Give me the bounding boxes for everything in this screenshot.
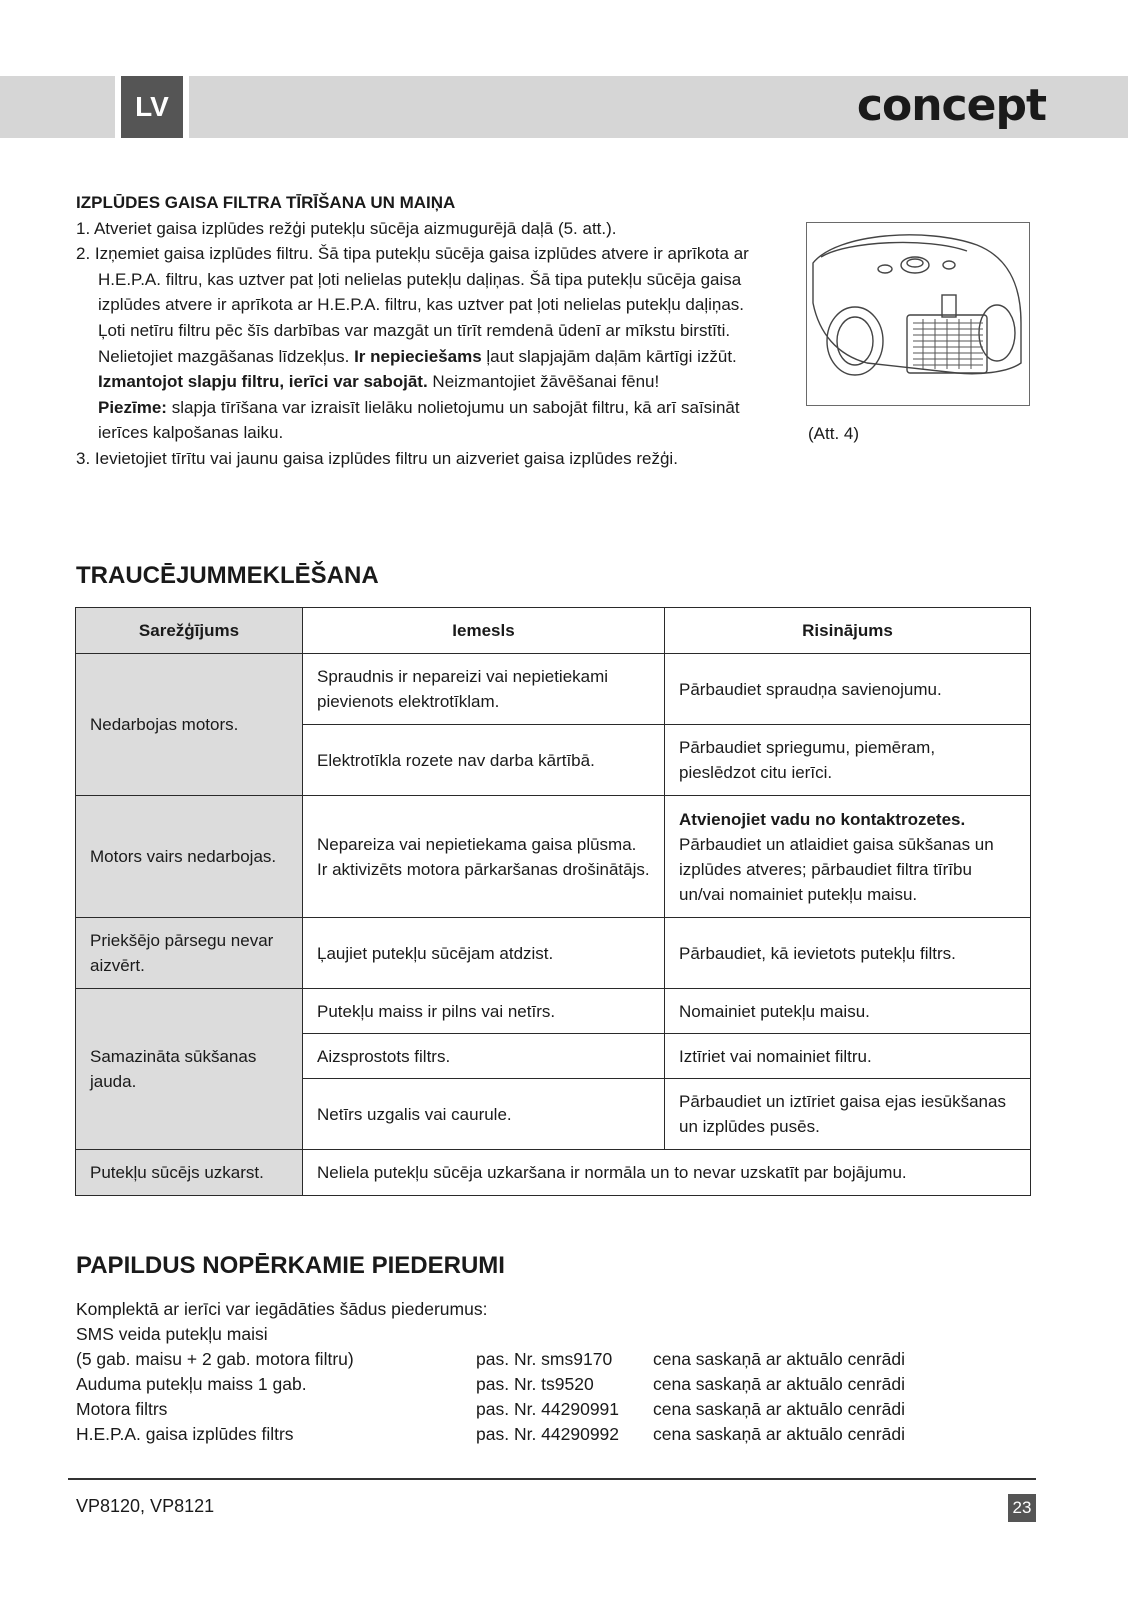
- solution-cell: Pārbaudiet, kā ievietots putekļu filtrs.: [665, 918, 1031, 989]
- header-divider: [183, 76, 189, 138]
- cause-cell: Putekļu maiss ir pilns vai netīrs.: [303, 989, 665, 1034]
- solution-cell: Pārbaudiet spraudņa savienojumu.: [665, 654, 1031, 725]
- warning-text: Izmantojot slapju filtru, ierīci var sabojāt.: [98, 372, 428, 392]
- note-text: slapja tīrīšana var izraisīt lielāku nolietojumu un sabojāt filtru, kā arī saīsināt: [166, 397, 740, 417]
- step-2-text: ļaut slapjajām daļām kārtīgi izžūt.: [481, 346, 737, 366]
- accessory-name: Auduma putekļu maiss 1 gab.: [76, 1374, 307, 1394]
- price-note: cena saskaņā ar aktuālo cenrādi: [653, 1349, 905, 1369]
- price-note: cena saskaņā ar aktuālo cenrādi: [653, 1374, 905, 1394]
- note-line-2: ierīces kalpošanas laiku.: [98, 423, 284, 443]
- accessories-title: PAPILDUS NOPĒRKAMIE PIEDERUMI: [76, 1252, 505, 1279]
- accessory-name: Motora filtrs: [76, 1399, 168, 1419]
- column-header: Risinājums: [665, 608, 1031, 654]
- solution-cell: Pārbaudiet spriegumu, piemēram, pieslēdzot citu ierīci.: [665, 725, 1031, 796]
- brand-logo: concept: [856, 80, 1046, 131]
- problem-cell: Motors vairs nedarbojas.: [76, 796, 303, 918]
- vacuum-cleaner-illustration: [807, 223, 1029, 405]
- note: [76, 395, 796, 421]
- footer-divider: [68, 1478, 1036, 1480]
- price-note: cena saskaņā ar aktuālo cenrādi: [653, 1399, 905, 1419]
- step-3: 3. Ievietojiet tīrītu vai jaunu gaisa izplūdes filtru un aizveriet gaisa izplūdes režģi.: [76, 448, 678, 468]
- table-row: [76, 989, 1031, 1034]
- problem-cell: Samazināta sūkšanas jauda.: [76, 989, 303, 1150]
- cause-cell: Spraudnis ir nepareizi vai nepietiekami pievienots elektrotīklam.: [303, 654, 665, 725]
- table-row: [76, 1150, 1031, 1196]
- cause-cell: Netīrs uzgalis vai caurule.: [303, 1079, 665, 1150]
- step-2-text: Neizmantojiet žāvēšanai fēnu!: [427, 372, 660, 392]
- problem-cell: Putekļu sūcējs uzkarst.: [76, 1150, 303, 1196]
- step-2-line-2: H.E.P.A. filtru, kas uztver pat ļoti nelielas putekļu daļiņas. Šā tipa putekļu sūcēja gaisa: [98, 269, 742, 289]
- troubleshooting-title: TRAUCĒJUMMEKLĒŠANA: [76, 562, 379, 589]
- part-number: pas. Nr. 44290991: [476, 1399, 620, 1419]
- accessories-intro: Komplektā ar ierīci var iegādāties šādus piederumus:: [76, 1299, 488, 1319]
- cause-cell: Nepareiza vai nepietiekama gaisa plūsma. Ir aktivizēts motora pārkaršanas drošinātājs.: [303, 796, 665, 918]
- table-row: [76, 918, 1031, 989]
- price-note: cena saskaņā ar aktuālo cenrādi: [653, 1424, 905, 1444]
- figure-caption: (Att. 4): [808, 424, 860, 443]
- table-row: [76, 796, 1031, 918]
- column-header: Iemesls: [303, 608, 665, 654]
- accessories-intro-2: SMS veida putekļu maisi: [76, 1324, 268, 1344]
- problem-cell: Priekšējo pārsegu nevar aizvērt.: [76, 918, 303, 989]
- list-item: [76, 1422, 905, 1447]
- part-number: pas. Nr. 44290992: [476, 1424, 620, 1444]
- step-2-text: Nelietojiet mazgāšanas līdzekļus.: [98, 346, 355, 366]
- accessory-name: H.E.P.A. gaisa izplūdes filtrs: [76, 1424, 294, 1444]
- language-badge: LV: [121, 76, 183, 138]
- cause-cell: Aizsprostots filtrs.: [303, 1034, 665, 1079]
- step-2-line-3: izplūdes atvere ir aprīkota ar H.E.P.A. filtru, kas uztver pat ļoti nelielas putekļu daļiņas.: [98, 295, 745, 315]
- cause-cell: Neliela putekļu sūcēja uzkaršana ir normāla un to nevar uzskatīt par bojājumu.: [303, 1150, 1031, 1196]
- vacuum-cleaner-figure: [806, 222, 1030, 406]
- part-number: pas. Nr. ts9520: [476, 1374, 594, 1394]
- step-2-line-1: 2. Izņemiet gaisa izplūdes filtru. Šā tipa putekļu sūcēja gaisa izplūdes atvere ir aprīkota ar: [76, 244, 749, 264]
- cause-cell: Elektrotīkla rozete nav darba kārtībā.: [303, 725, 665, 796]
- list-item: [76, 1397, 905, 1422]
- solution-cell: Iztīriet vai nomainiet filtru.: [665, 1034, 1031, 1079]
- troubleshooting-table: [75, 607, 1031, 1196]
- page-number: 23: [1008, 1494, 1036, 1522]
- problem-cell: Nedarbojas motors.: [76, 654, 303, 796]
- step-2-line-4: Ļoti netīru filtru pēc šīs darbības var mazgāt un tīrīt remdenā ūdenī ar mīkstu birstīti.: [98, 320, 731, 340]
- list-item: [76, 1372, 905, 1397]
- filter-heading: IZPLŪDES GAISA FILTRA TĪRĪŠANA UN MAIŅA: [76, 193, 456, 212]
- step-2-emphasis: Ir nepieciešams: [354, 346, 482, 366]
- step-1: 1. Atveriet gaisa izplūdes režģi putekļu sūcēja aizmugurējā daļā (5. att.).: [76, 218, 617, 238]
- note-label: Piezīme:: [98, 397, 167, 417]
- part-number: pas. Nr. sms9170: [476, 1349, 613, 1369]
- step-2-line-6: [76, 369, 796, 395]
- cause-cell: Ļaujiet putekļu sūcējam atdzist.: [303, 918, 665, 989]
- table-header-row: [76, 608, 1031, 654]
- footer-model: VP8120, VP8121: [76, 1496, 215, 1516]
- solution-cell: [665, 796, 1031, 918]
- solution-emphasis: Atvienojiet vadu no kontaktrozetes.: [679, 809, 966, 829]
- filter-instructions: [76, 190, 796, 472]
- column-header: Sarežģījums: [76, 608, 303, 654]
- step-2-line-5: [76, 344, 796, 370]
- list-item: [76, 1347, 905, 1372]
- accessories-list: [76, 1297, 905, 1447]
- solution-cell: Nomainiet putekļu maisu.: [665, 989, 1031, 1034]
- solution-text: Pārbaudiet un atlaidiet gaisa sūkšanas un izplūdes atveres; pārbaudiet filtra tīrību un/vai nomainiet putekļu maisu.: [679, 834, 994, 904]
- accessory-name: (5 gab. maisu + 2 gab. motora filtru): [76, 1349, 354, 1369]
- solution-cell: Pārbaudiet un iztīriet gaisa ejas iesūkšanas un izplūdes pusēs.: [665, 1079, 1031, 1150]
- table-row: [76, 654, 1031, 725]
